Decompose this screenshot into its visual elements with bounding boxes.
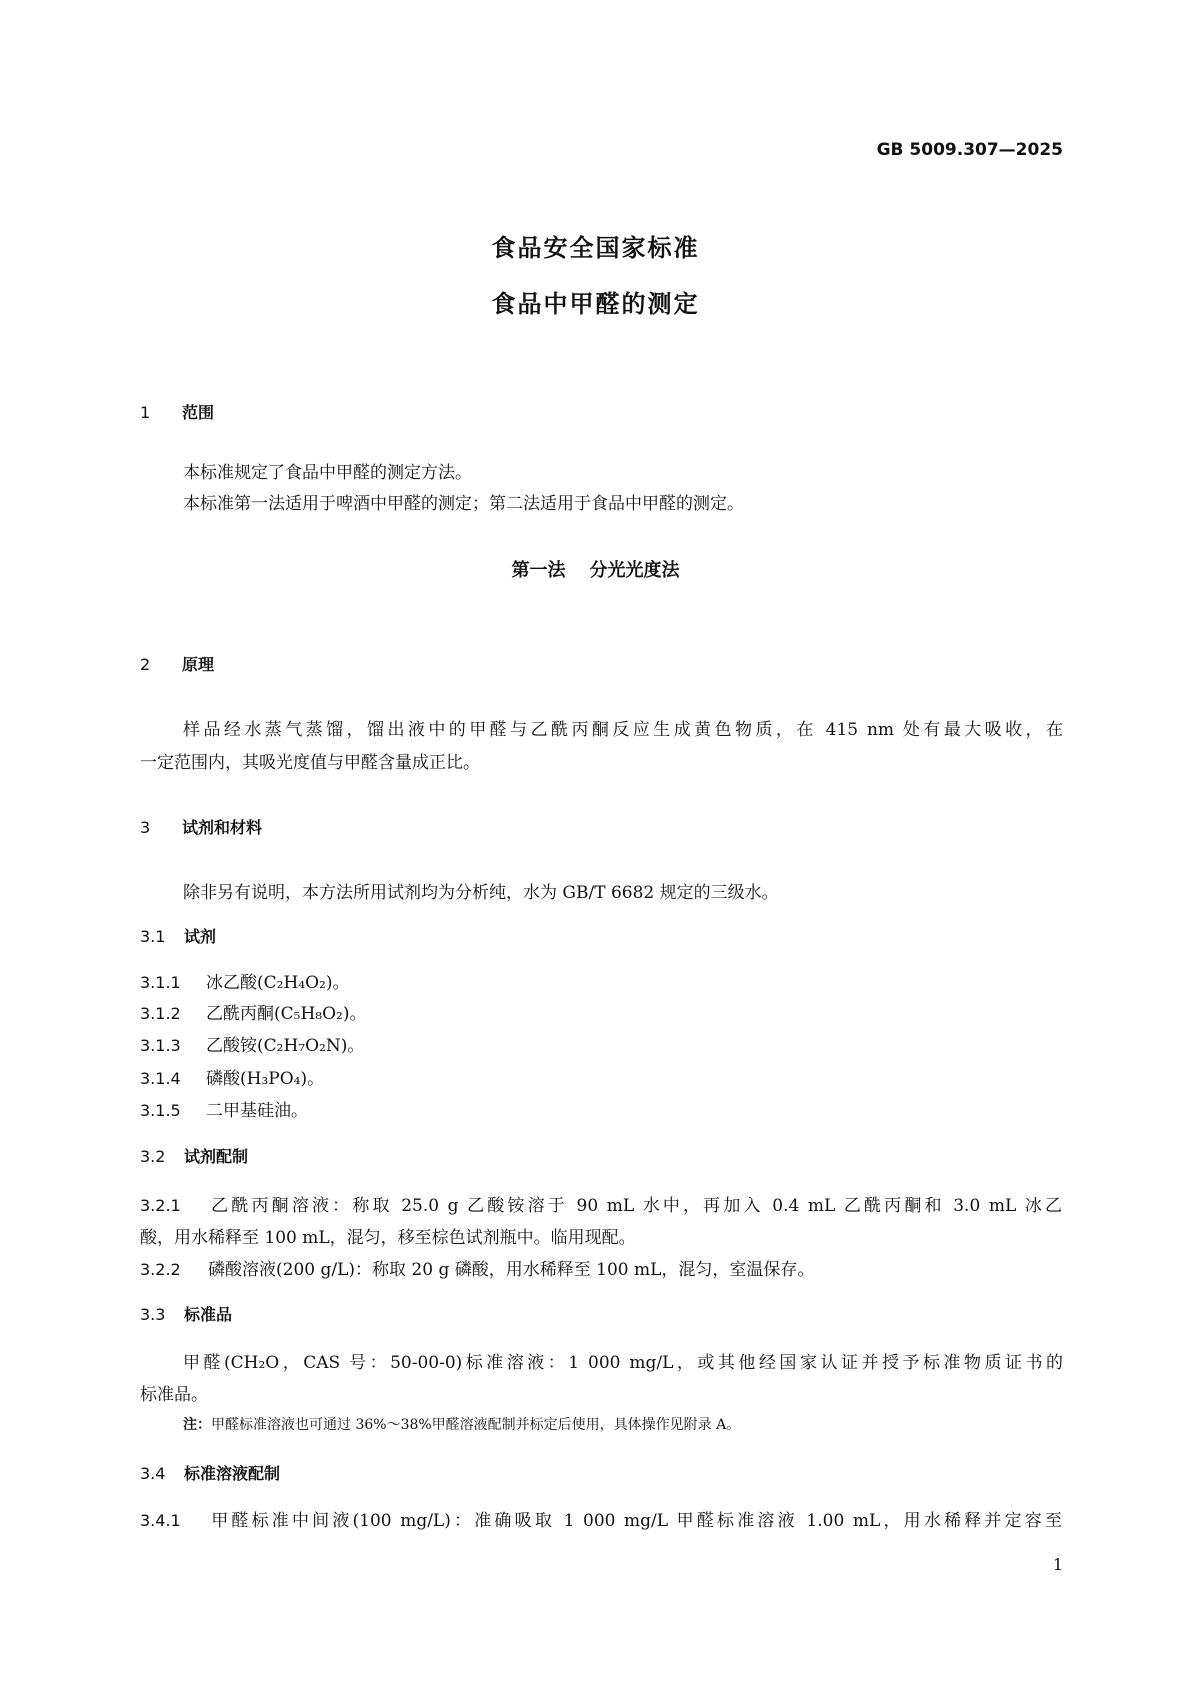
principle-line-1: 样品经水蒸气蒸馏，馏出液中的甲醛与乙酰丙酮反应生成黄色物质，在 415 nm 处有最大吸收，在 [183,720,1063,740]
reagents-intro: 除非另有说明，本方法所用试剂均为分析纯，水为 GB/T 6682 规定的三级水。 [183,883,779,903]
note-text: 甲醛标准溶液也可通过 36%～38%甲醛溶液配制并标定后使用，具体操作见附录 A。 [211,1417,741,1433]
document-title: 食品安全国家标准 [491,234,700,262]
method-name: 分光光度法 [589,560,680,581]
item-text: 磷酸(H₃PO₄)。 [206,1069,325,1089]
item-text: 乙酰丙酮(C₅H₈O₂)。 [206,1004,367,1024]
section-1-heading [140,400,214,423]
section-title: 标准溶液配制 [184,1464,281,1483]
section-title: 原理 [182,655,215,674]
item-number: 3.1.2 [140,1004,181,1023]
method-1-heading [0,556,1191,582]
section-number: 2 [140,655,151,674]
section-number: 1 [140,403,151,422]
reagent-item [140,1031,364,1056]
reagent-item [140,1096,308,1121]
method-part: 第一法 [511,560,566,581]
section-number: 3 [140,818,151,837]
section-title: 标准品 [184,1305,233,1324]
item-number: 3.4.1 [140,1511,181,1530]
section-2-heading [140,652,214,675]
section-number: 3.2 [140,1147,166,1166]
preparation-item-line-2: 酸，用水稀释至 100 mL，混匀，移至棕色试剂瓶中。临用现配。 [140,1228,636,1248]
standard-number: GB 5009.307—2025 [876,140,1063,160]
principle-line-2: 一定范围内，其吸光度值与甲醛含量成正比。 [140,753,480,773]
section-3-3-heading [140,1302,232,1325]
item-number: 3.2.2 [140,1260,181,1279]
scope-paragraph-2: 本标准第一法适用于啤酒中甲醛的测定；第二法适用于食品中甲醛的测定。 [183,494,744,514]
item-number: 3.1.1 [140,973,181,992]
standard-material-line-1: 甲醛(CH₂O，CAS 号：50-00-0)标准溶液：1 000 mg/L，或其他经国家认证并授予标准物质证书的 [183,1353,1063,1373]
reagent-item [140,968,349,993]
item-text: 甲醛标准中间液(100 mg/L)：准确吸取 1 000 mg/L 甲醛标准溶液 1.00 mL，用水稀释并定容至 [208,1511,1062,1531]
standard-material-line-2: 标准品。 [140,1385,208,1405]
item-text: 乙酰丙酮溶液：称取 25.0 g 乙酸铵溶于 90 mL 水中，再加入 0.4 mL 乙酰丙酮和 3.0 mL 冰乙 [208,1196,1062,1216]
note-label: 注： [183,1417,211,1433]
section-3-1-heading [140,924,216,947]
section-3-heading [140,815,262,838]
scope-paragraph-1: 本标准规定了食品中甲醛的测定方法。 [183,463,472,483]
section-title: 范围 [182,403,215,422]
item-text: 冰乙酸(C₂H₄O₂)。 [206,973,350,993]
item-number: 3.1.3 [140,1036,181,1055]
item-text: 乙酸铵(C₂H₇O₂N)。 [206,1036,365,1056]
item-number: 3.1.4 [140,1069,181,1088]
section-title: 试剂 [184,927,217,946]
section-3-4-heading [140,1461,280,1484]
section-number: 3.3 [140,1305,166,1324]
section-number: 3.4 [140,1464,166,1483]
standard-solution-item [140,1506,1062,1531]
section-3-2-heading [140,1144,248,1167]
item-number: 3.2.1 [140,1196,181,1215]
page-number: 1 [1052,1555,1063,1574]
section-title: 试剂和材料 [182,818,263,837]
item-text: 磷酸溶液(200 g/L)：称取 20 g 磷酸，用水稀释至 100 mL，混匀，室温保存。 [208,1260,815,1280]
document-subtitle: 食品中甲醛的测定 [491,290,700,318]
item-number: 3.1.5 [140,1101,181,1120]
preparation-item-line-1 [140,1191,1062,1216]
preparation-item [140,1255,814,1280]
reagent-item [140,999,366,1024]
note [183,1414,740,1434]
section-title: 试剂配制 [184,1147,249,1166]
reagent-item [140,1064,324,1089]
section-number: 3.1 [140,927,166,946]
item-text: 二甲基硅油。 [206,1101,308,1121]
